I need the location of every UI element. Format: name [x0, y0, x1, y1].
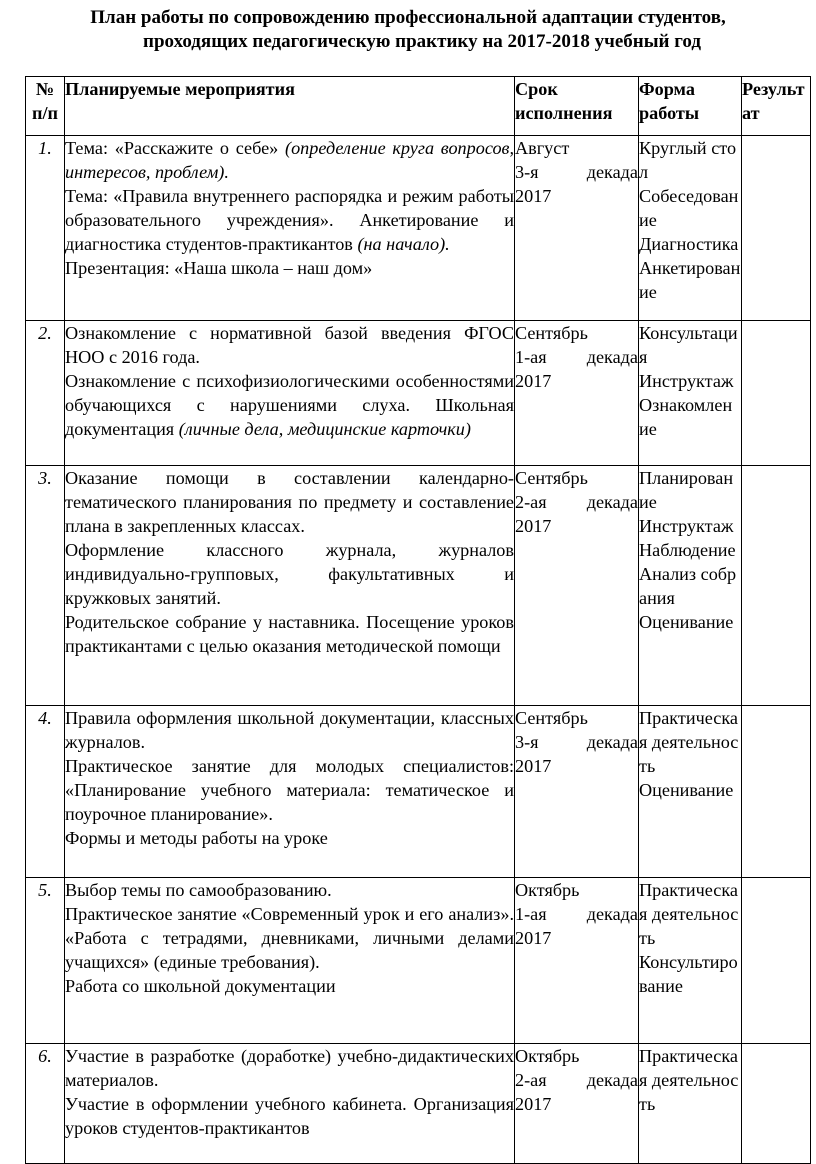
title-line-2: проходящих педагогическую практику на 2017-2018 учебный год [143, 31, 701, 52]
activity-paragraph: Тема: «Расскажите о себе» (определение круга вопросов, интересов, проблем). [65, 138, 514, 182]
term-line: 3-я декада [515, 162, 638, 182]
header-term: Срок исполнения [515, 77, 639, 136]
row-result [742, 1044, 811, 1164]
row-number: 1. [26, 136, 65, 321]
row-forms [639, 706, 742, 878]
row-result [742, 321, 811, 466]
activity-paragraph: Ознакомление с нормативной базой введения ФГОС НОО с 2016 года. [65, 323, 514, 367]
row-term [515, 321, 639, 466]
form-item: Практическая деятельность [639, 708, 739, 776]
row-term [515, 706, 639, 878]
header-form: Форма работы [639, 77, 742, 136]
term-line: 2017 [515, 371, 552, 391]
header-activities: Планируемые мероприятия [65, 77, 515, 136]
activity-paragraph: Участие в разработке (доработке) учебно-дидактических материалов. [65, 1046, 514, 1090]
term-line: Сентябрь [515, 708, 588, 728]
row-result [742, 878, 811, 1044]
activity-paragraph: Выбор темы по самообразованию. [65, 880, 332, 900]
term-line: 3-я декада [515, 732, 638, 752]
term-line: Октябрь [515, 880, 580, 900]
form-item: Практическая деятельность [639, 1046, 739, 1114]
row-activities [65, 1044, 515, 1164]
form-item: Оценивание [639, 780, 734, 800]
row-result [742, 136, 811, 321]
term-line: 2017 [515, 928, 552, 948]
term-line: Сентябрь [515, 323, 588, 343]
row-forms [639, 321, 742, 466]
form-item: Инструктаж [639, 516, 734, 536]
term-line: Август [515, 138, 570, 158]
title-line-1: План работы по сопровождению профессиональной адаптации студентов, [90, 7, 726, 28]
table-row [26, 321, 811, 466]
row-forms [639, 136, 742, 321]
form-item: Инструктаж [639, 371, 734, 391]
form-item: Ознакомление [639, 395, 733, 439]
form-item: Практическая деятельность [639, 880, 739, 948]
row-result [742, 466, 811, 706]
row-activities [65, 466, 515, 706]
form-item: Собеседование [639, 186, 739, 230]
row-term [515, 878, 639, 1044]
plan-table [25, 76, 811, 1164]
document-title [0, 6, 816, 54]
table-row [26, 706, 811, 878]
table-header-row [26, 77, 811, 136]
row-result [742, 706, 811, 878]
activity-paragraph: Правила оформления школьной документации, классных журналов. [65, 708, 514, 752]
form-item: Консультирование [639, 952, 738, 996]
form-item: Круглый стол [639, 138, 737, 182]
row-term [515, 466, 639, 706]
term-line: 2-ая декада [515, 492, 638, 512]
term-line: 2017 [515, 516, 552, 536]
form-item: Диагностика [639, 234, 739, 254]
row-forms [639, 466, 742, 706]
term-line: Октябрь [515, 1046, 580, 1066]
term-line: 1-ая декада [515, 904, 638, 924]
form-item: Наблюдение [639, 540, 736, 560]
row-forms [639, 878, 742, 1044]
row-number: 5. [26, 878, 65, 1044]
table-row [26, 1044, 811, 1164]
row-activities [65, 878, 515, 1044]
row-activities [65, 136, 515, 321]
activity-paragraph: Ознакомление с психофизиологическими особенностями обучающихся с нарушениями слуха. Школьная документация (личные дела, медицинские карточки) [65, 371, 514, 439]
form-item: Оценивание [639, 612, 734, 632]
table-row [26, 878, 811, 1044]
row-forms [639, 1044, 742, 1164]
row-number: 2. [26, 321, 65, 466]
row-activities [65, 706, 515, 878]
activity-paragraph: Презентация: «Наша школа – наш дом» [65, 258, 373, 278]
term-line: 2017 [515, 756, 552, 776]
term-line: 1-ая декада [515, 347, 638, 367]
row-number: 6. [26, 1044, 65, 1164]
activity-paragraph: Тема: «Правила внутреннего распорядка и режим работы образовательного учреждения». Анкетирование и диагностика студентов-практикантов (на начало). [65, 186, 514, 254]
term-line: 2017 [515, 1094, 552, 1114]
form-item: Консультация [639, 323, 738, 367]
activity-paragraph: Практическое занятие для молодых специалистов: «Планирование учебного материала: тематическое и поурочное планирование». [65, 756, 514, 824]
form-item: Анализ собрания [639, 564, 737, 608]
activity-paragraph: Оформление классного журнала, журналов индивидуально-групповых, факультативных и кружковых занятий. [65, 540, 514, 608]
term-line: Сентябрь [515, 468, 588, 488]
activity-paragraph: Оказание помощи в составлении календарно-тематического планирования по предмету и составление плана в закрепленных классах. [65, 468, 514, 536]
activity-paragraph: Родительское собрание у наставника. Посещение уроков практикантами с целью оказания методической помощи [65, 612, 514, 656]
row-term [515, 1044, 639, 1164]
term-line: 2017 [515, 186, 552, 206]
activity-paragraph: Работа со школьной документации [65, 976, 336, 996]
header-result: Результат [742, 77, 811, 136]
form-item: Анкетирование [639, 258, 741, 302]
activity-paragraph: Участие в оформлении учебного кабинета. Организация уроков студентов-практикантов [65, 1094, 514, 1138]
row-number: 4. [26, 706, 65, 878]
row-activities [65, 321, 515, 466]
table-row [26, 136, 811, 321]
activity-paragraph: Практическое занятие «Современный урок и его анализ». «Работа с тетрадями, дневниками, личными делами учащихся» (единые требования). [65, 904, 514, 972]
row-term [515, 136, 639, 321]
header-num: № п/п [26, 77, 65, 136]
row-number: 3. [26, 466, 65, 706]
form-item: Планирование [639, 468, 734, 512]
table-row [26, 466, 811, 706]
term-line: 2-ая декада [515, 1070, 638, 1090]
activity-paragraph: Формы и методы работы на уроке [65, 828, 328, 848]
